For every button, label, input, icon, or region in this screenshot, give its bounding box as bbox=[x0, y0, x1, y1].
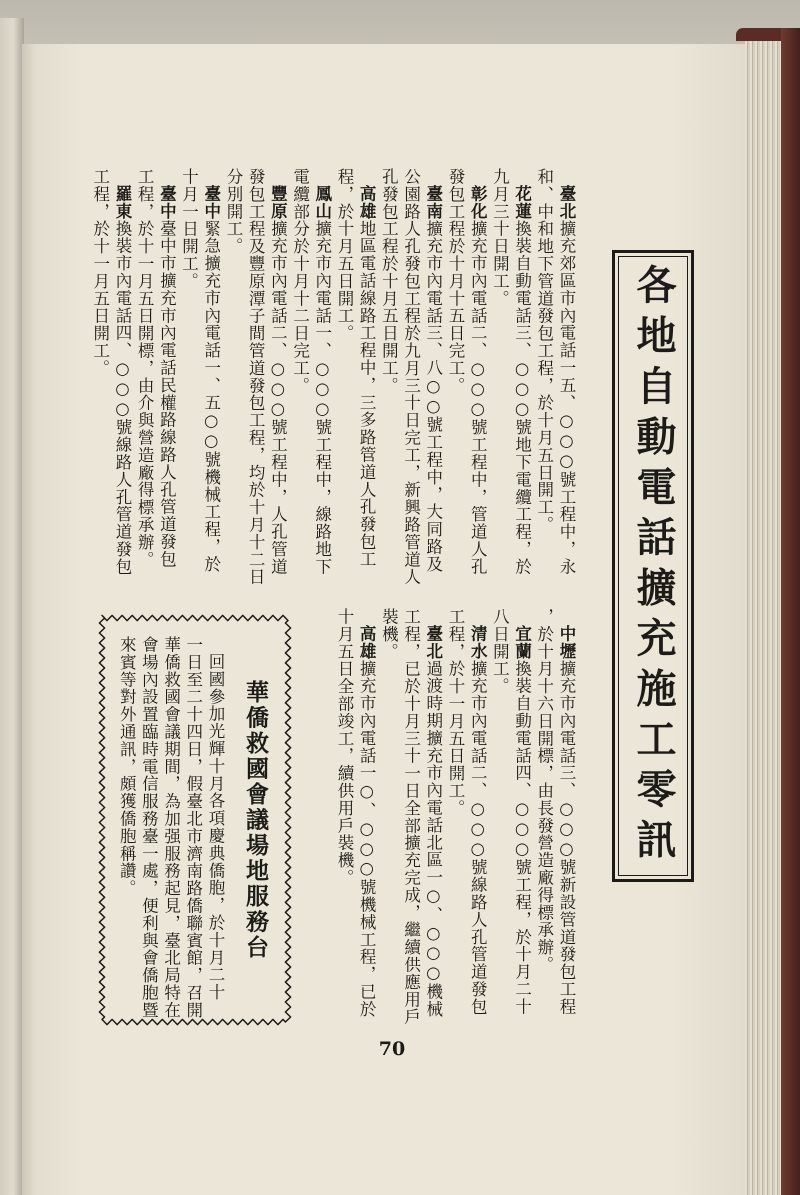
news-place: 鳳山 bbox=[312, 185, 332, 221]
notice-title: 華僑救國會議場地服務台 bbox=[242, 680, 269, 961]
news-place: 高雄 bbox=[357, 625, 377, 661]
notice-body bbox=[115, 636, 226, 1026]
notice-line: 回國參加光輝十月各項慶典僑胞，於十月二十 bbox=[206, 653, 225, 1002]
news-line: ，於十月十六日開標，由長發營造廠得標承辦。 bbox=[534, 608, 554, 974]
news-text: 緊急擴充市內電話一、五○○號機械工程，於 bbox=[201, 220, 221, 574]
notice-line: 華僑救國會議期間，為加强服務起見，臺北局特在 bbox=[161, 636, 181, 1019]
article-title-box bbox=[612, 250, 694, 882]
news-item-kaohsiung-expansion bbox=[333, 608, 377, 1030]
news-text: 擴充市內電話二、○○○號工程中，管道人孔 bbox=[468, 220, 488, 576]
page-stack-edges bbox=[745, 40, 782, 1195]
page-number: 70 bbox=[378, 1038, 406, 1060]
news-line: 和、中和地下管道發包工程，於十月五日開工。 bbox=[534, 168, 554, 534]
news-item-taichung-city bbox=[133, 168, 177, 580]
news-line bbox=[200, 168, 222, 580]
news-place: 宜蘭 bbox=[512, 625, 532, 661]
news-text: 過渡時期擴充市內電話北區一○、○○○機械 bbox=[423, 660, 443, 1019]
news-place: 清水 bbox=[468, 625, 488, 661]
news-item-hualien bbox=[488, 168, 532, 580]
news-item-taipei-transition bbox=[377, 608, 444, 1030]
news-line bbox=[311, 168, 333, 580]
news-item-fengshan bbox=[288, 168, 332, 580]
news-line bbox=[466, 168, 488, 580]
news-line bbox=[355, 168, 377, 580]
article-title: 各地自動電話擴充施工零訊 bbox=[630, 263, 677, 869]
news-place: 豐原 bbox=[268, 185, 288, 221]
news-place: 羅東 bbox=[112, 185, 132, 221]
news-line bbox=[422, 608, 444, 1030]
news-place: 彰化 bbox=[468, 185, 488, 221]
news-text: 擴充市內電話一、○○○號工程中，線路地下 bbox=[312, 220, 332, 576]
news-line: 分別開工。 bbox=[223, 168, 243, 255]
news-columns-lower bbox=[333, 608, 577, 1030]
news-line bbox=[111, 168, 133, 580]
news-text: 換裝自動電話四、○○○號工程，於十月二十 bbox=[512, 660, 532, 1016]
news-text: 擴充市內電話三、○○○號新設管道發包工程 bbox=[557, 660, 576, 1016]
news-place: 臺北 bbox=[557, 185, 576, 221]
article-title-inner-frame bbox=[618, 256, 688, 876]
news-place: 臺南 bbox=[423, 185, 443, 221]
news-place: 中壢 bbox=[557, 625, 576, 661]
news-line: 發包工程及豐原潭子間管道發包工程，均於十月十二日 bbox=[246, 168, 266, 586]
news-line bbox=[555, 608, 577, 1030]
news-text: 擴充市內電話一○、○○○號機械工程，已於 bbox=[357, 660, 377, 1019]
news-text: 擴充郊區市內電話一五、○○○號工程中，永 bbox=[557, 220, 576, 576]
news-line: 工程，於十一月五日開工。 bbox=[90, 168, 110, 377]
news-line bbox=[466, 608, 488, 1030]
news-line bbox=[510, 168, 532, 580]
news-text: 換裝市內電話四、○○○號線路人孔管道發包 bbox=[112, 220, 132, 576]
news-line: 工程，於十一月五日開工。 bbox=[445, 608, 465, 817]
news-place: 臺中 bbox=[201, 185, 221, 221]
news-place: 臺北 bbox=[423, 625, 443, 661]
news-line: 工程，於十一月五日開標，由介與營造廠得標承辦。 bbox=[135, 168, 155, 569]
news-item-luodong bbox=[89, 168, 133, 580]
news-text: 換裝自動電話三、○○○號地下電纜工程，於 bbox=[512, 220, 532, 576]
news-line: 十月一日開工。 bbox=[179, 168, 199, 290]
news-text: 擴充市內電話三、八○○號工程中，大同路及 bbox=[423, 220, 443, 574]
news-line bbox=[510, 608, 532, 1030]
notice-line: 會場內設置臨時電信服務臺一處，便利與會僑胞暨 bbox=[139, 636, 159, 1019]
news-line: 十月五日全部竣工，續供用戶裝機。 bbox=[334, 608, 354, 887]
facing-page-edge bbox=[0, 18, 24, 1195]
news-place: 花蓮 bbox=[512, 185, 532, 221]
news-item-zhongli bbox=[533, 608, 577, 1030]
news-text: 臺中市擴充市內電話民權路線路人孔管道發包 bbox=[157, 220, 177, 569]
news-line: 裝機。 bbox=[379, 608, 399, 661]
notice-line: 來賓等對外通訊，頗獲僑胞稱讚。 bbox=[117, 636, 137, 897]
news-columns-upper bbox=[89, 168, 577, 586]
news-item-tainan bbox=[377, 168, 444, 586]
notice-line: 一日至二十四日，假臺北市濟南路僑聯賓館，召開 bbox=[183, 636, 203, 1019]
news-item-kaohsiung bbox=[333, 168, 377, 580]
book-binding bbox=[781, 28, 800, 1195]
news-line: 程，於十月五日開工。 bbox=[334, 168, 354, 342]
news-line bbox=[355, 608, 377, 1030]
news-line bbox=[555, 168, 577, 580]
news-text: 地區電話線路工程中，三多路管道人孔發包工 bbox=[357, 220, 377, 569]
news-place: 臺中 bbox=[157, 185, 177, 221]
news-text: 擴充市內電話二、○○○號線路人孔管道發包 bbox=[468, 660, 488, 1016]
news-line: 孔發包工程於十月五日開工。 bbox=[379, 168, 399, 395]
news-line: 八日開工。 bbox=[490, 608, 510, 695]
news-text: 擴充市內電話二、○○○號工程中，人孔管道 bbox=[268, 220, 288, 576]
news-place: 高雄 bbox=[357, 185, 377, 221]
news-line bbox=[155, 168, 177, 580]
news-line bbox=[422, 168, 444, 580]
news-item-yilan bbox=[488, 608, 532, 1030]
news-line: 電纜部分於十月十二日完工。 bbox=[290, 168, 310, 395]
news-line: 九月三十日開工。 bbox=[490, 168, 510, 308]
news-item-qingshui bbox=[444, 608, 488, 1030]
news-item-taichung bbox=[177, 168, 221, 580]
news-item-changhua bbox=[444, 168, 488, 580]
news-line: 發包工程於十月十五日完工。 bbox=[445, 168, 465, 395]
news-line: 公園路人孔發包工程於九月三十日完工，新興路管道人 bbox=[401, 168, 421, 586]
news-line: 工程，已於十月三十一日全部擴充完成，繼續供應用戶 bbox=[401, 608, 421, 1026]
news-item-taipei bbox=[533, 168, 577, 580]
news-line bbox=[266, 168, 288, 580]
news-item-fengyuan bbox=[222, 168, 289, 586]
